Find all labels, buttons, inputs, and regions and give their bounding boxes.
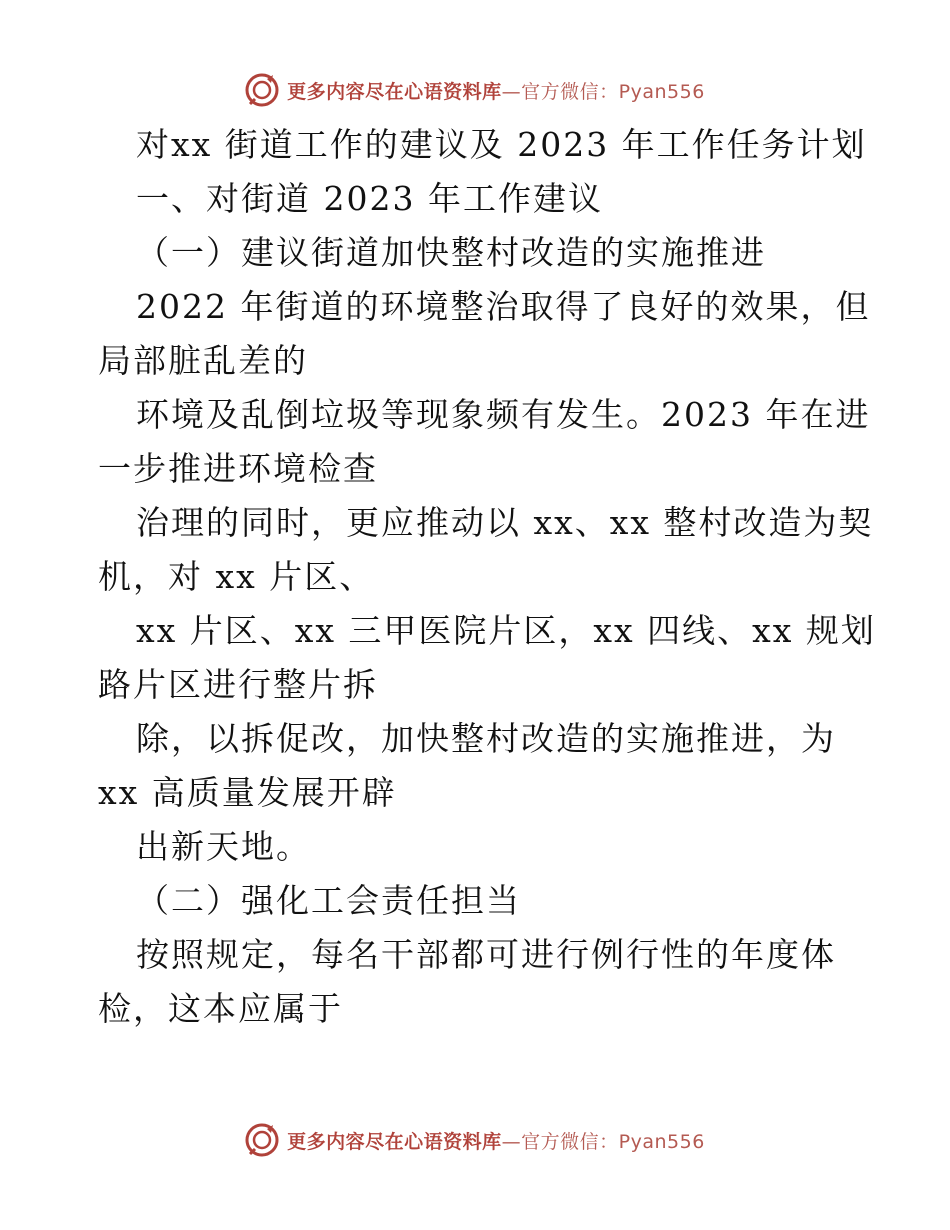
text-line: 2022 年街道的环境整治取得了良好的效果，但 xyxy=(136,287,871,326)
text-line: 出新天地。 xyxy=(136,827,311,866)
text-line: xx 片区、xx 三甲医院片区，xx 四线、xx 规划 xyxy=(136,611,876,650)
header-banner-title: 更多内容尽在心语资料库 xyxy=(287,80,502,103)
footer-banner-text xyxy=(287,1127,705,1154)
header-banner-text xyxy=(287,77,705,104)
text-line: 局部脏乱差的 xyxy=(98,341,308,380)
logo-icon xyxy=(245,1123,279,1157)
text-line: 环境及乱倒垃圾等现象频有发生。2023 年在进 xyxy=(136,395,871,434)
text-line: 一、对街道 2023 年工作建议 xyxy=(136,179,603,218)
header-banner-contact: —官方微信：Pyan556 xyxy=(501,80,705,103)
text-line: 治理的同时，更应推动以 xx、xx 整村改造为契 xyxy=(136,503,874,542)
text-line: 路片区进行整片拆 xyxy=(98,665,378,704)
text-line: 检，这本应属于 xyxy=(98,989,343,1028)
logo-icon xyxy=(245,73,279,107)
text-line: 对xx 街道工作的建议及 2023 年工作任务计划 xyxy=(136,125,867,164)
header-banner xyxy=(0,70,950,110)
text-line: xx 高质量发展开辟 xyxy=(98,773,397,812)
footer-banner xyxy=(0,1120,950,1160)
footer-banner-contact: —官方微信：Pyan556 xyxy=(501,1130,705,1153)
text-line: 按照规定，每名干部都可进行例行性的年度体 xyxy=(136,935,836,974)
text-line: 机，对 xx 片区、 xyxy=(98,557,375,596)
text-line: 除，以拆促改，加快整村改造的实施推进，为 xyxy=(136,719,836,758)
document-body xyxy=(98,118,876,1036)
text-line: 一步推进环境检查 xyxy=(98,449,378,488)
text-line: （一）建议街道加快整村改造的实施推进 xyxy=(136,233,766,272)
footer-banner-title: 更多内容尽在心语资料库 xyxy=(287,1130,502,1153)
text-line: （二）强化工会责任担当 xyxy=(136,881,521,920)
